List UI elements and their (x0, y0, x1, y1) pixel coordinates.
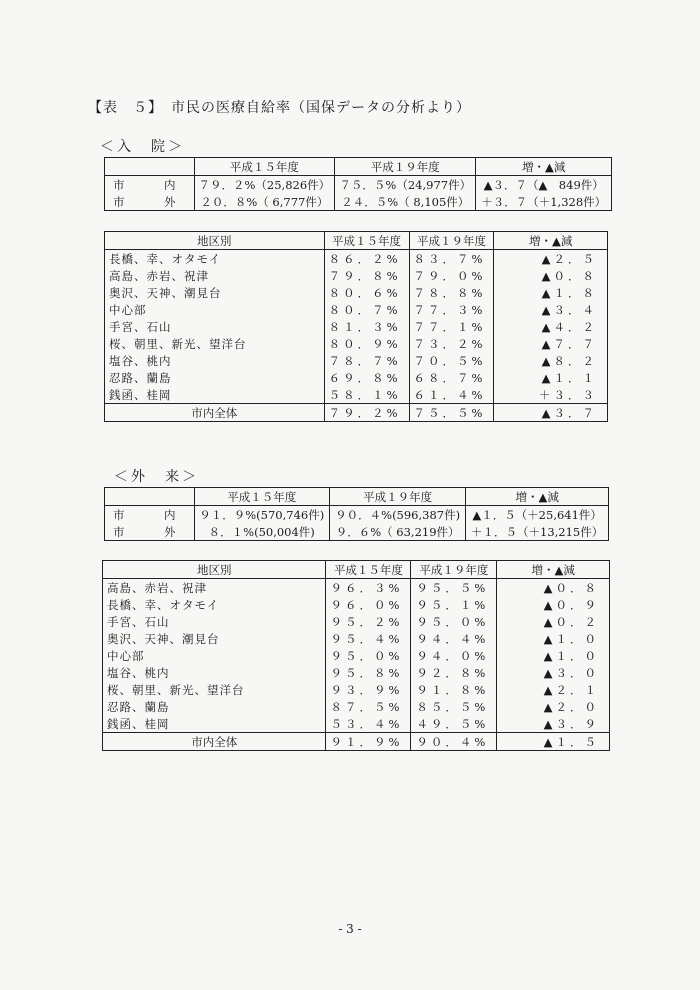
table-row (105, 523, 609, 541)
district-name: 銭函、桂岡 (103, 715, 326, 733)
h15-cell: ９１．９%(570,746件) (194, 506, 329, 524)
change-cell: ▲０．２ (497, 613, 610, 630)
h15-cell: ９５．４% (326, 630, 411, 647)
h19-cell: ９４．４% (411, 630, 497, 647)
h15-cell: ８０．６% (324, 284, 409, 301)
table-row (105, 506, 609, 524)
total-h19: ７５．５% (409, 404, 494, 422)
table-row (103, 579, 610, 597)
table-row (103, 664, 610, 681)
header-cell: 増・▲減 (497, 561, 610, 579)
district-name: 中心部 (105, 301, 325, 318)
district-name: 奥沢、天神、潮見台 (105, 284, 325, 301)
change-cell: ▲１．１ (494, 369, 608, 386)
h19-cell: ９０．４%(596,387件) (329, 506, 465, 524)
inpatient-heading: ＜入 院＞ (100, 139, 185, 155)
change-cell: ▲３．０ (497, 664, 610, 681)
h15-cell: ９６．０% (326, 596, 411, 613)
inpatient-summary-table (104, 157, 612, 211)
h15-cell: ８．１%(50,004件) (194, 523, 329, 541)
district-name: 銭函、桂岡 (105, 386, 325, 404)
h19-cell: ７０．５% (409, 352, 494, 369)
change-cell: ▲２．５ (494, 250, 608, 268)
h19-cell: ９５．０% (411, 613, 497, 630)
header-cell: 平成１９年度 (335, 158, 476, 176)
h19-cell: ９５．１% (411, 596, 497, 613)
district-name: 手宮、石山 (103, 613, 326, 630)
table-row (105, 318, 608, 335)
header-cell: 平成１５年度 (326, 561, 411, 579)
h19-cell: ７９．０% (409, 267, 494, 284)
total-h15: ９１．９% (326, 733, 411, 751)
page-title: 【表 ５】 市民の医療自給率（国保データの分析より） (88, 100, 471, 116)
h15-cell: ２０．８%（ 6,777件） (194, 193, 335, 211)
h15-cell: ９３．９% (326, 681, 411, 698)
h15-cell: ９６．３% (326, 579, 411, 597)
h15-cell: ７９．８% (324, 267, 409, 284)
change-cell: ▲１．５（＋25,641件） (466, 506, 609, 524)
district-name: 奥沢、天神、潮見台 (103, 630, 326, 647)
district-name: 桜、朝里、新光、望洋台 (103, 681, 326, 698)
row-label: 市 内 (105, 506, 195, 524)
h19-cell: ９．６%（ 63,219件） (329, 523, 465, 541)
h19-cell: ７８．８% (409, 284, 494, 301)
h15-cell: ８７．５% (326, 698, 411, 715)
table-row (105, 176, 612, 194)
change-cell: ＋３．７（＋1,328件） (476, 193, 612, 211)
header-cell: 増・▲減 (494, 232, 608, 250)
h19-cell: ９２．８% (411, 664, 497, 681)
district-name: 桜、朝里、新光、望洋台 (105, 335, 325, 352)
outpatient-summary-table (104, 487, 609, 541)
h19-cell: ７７．１% (409, 318, 494, 335)
page-number: - 3 - (338, 922, 362, 936)
table-row (103, 613, 610, 630)
h19-cell: ７７．３% (409, 301, 494, 318)
h19-cell: ９５．５% (411, 579, 497, 597)
change-cell: ▲２．０ (497, 698, 610, 715)
h19-cell: ９４．０% (411, 647, 497, 664)
header-cell: 平成１９年度 (411, 561, 497, 579)
h19-cell: ６８．７% (409, 369, 494, 386)
table-row (105, 352, 608, 369)
table-row (103, 698, 610, 715)
header-cell: 平成１５年度 (194, 158, 335, 176)
header-cell (105, 158, 195, 176)
total-change: ▲３．７ (494, 404, 608, 422)
h15-cell: ８１．３% (324, 318, 409, 335)
table-row (103, 715, 610, 733)
h15-cell: ７８．７% (324, 352, 409, 369)
header-cell: 平成１９年度 (329, 488, 465, 506)
outpatient-district-table (102, 560, 610, 751)
header-cell: 地区別 (105, 232, 325, 250)
h15-cell: ７９．２%（25,826件） (194, 176, 335, 194)
change-cell: ▲３．４ (494, 301, 608, 318)
header-cell: 平成１５年度 (194, 488, 329, 506)
change-cell: ▲１．０ (497, 630, 610, 647)
row-label: 市 外 (105, 523, 195, 541)
table-header-row (105, 232, 608, 250)
outpatient-heading: ＜外 来＞ (114, 469, 199, 485)
table-header-row (105, 158, 612, 176)
district-name: 塩谷、桃内 (103, 664, 326, 681)
h15-cell: ９５．２% (326, 613, 411, 630)
total-row (103, 733, 610, 751)
row-label: 市 外 (105, 193, 195, 211)
table-row (105, 193, 612, 211)
h19-cell: ２４．５%（ 8,105件） (335, 193, 476, 211)
change-cell: ▲４．２ (494, 318, 608, 335)
table-header-row (103, 561, 610, 579)
district-name: 長橋、幸、オタモイ (105, 250, 325, 268)
table-row (103, 647, 610, 664)
table-row (105, 267, 608, 284)
h15-cell: ８６．２% (324, 250, 409, 268)
total-h19: ９０．４% (411, 733, 497, 751)
h19-cell: ８５．５% (411, 698, 497, 715)
total-label: 市内全体 (105, 404, 325, 422)
h15-cell: ６９．８% (324, 369, 409, 386)
header-cell: 増・▲減 (466, 488, 609, 506)
h15-cell: ８０．９% (324, 335, 409, 352)
change-cell: ▲０．８ (497, 579, 610, 597)
district-name: 手宮、石山 (105, 318, 325, 335)
total-h15: ７９．２% (324, 404, 409, 422)
change-cell: ▲２．１ (497, 681, 610, 698)
table-row (105, 369, 608, 386)
change-cell: ▲７．７ (494, 335, 608, 352)
h19-cell: ７５．５%（24,977件） (335, 176, 476, 194)
total-change: ▲１．５ (497, 733, 610, 751)
change-cell: ▲３．９ (497, 715, 610, 733)
table-row (105, 335, 608, 352)
h19-cell: ７３．２% (409, 335, 494, 352)
header-cell: 平成１５年度 (324, 232, 409, 250)
table-row (103, 596, 610, 613)
district-name: 高島、赤岩、祝津 (105, 267, 325, 284)
change-cell: ▲８．２ (494, 352, 608, 369)
district-name: 長橋、幸、オタモイ (103, 596, 326, 613)
district-name: 塩谷、桃内 (105, 352, 325, 369)
h15-cell: ９５．８% (326, 664, 411, 681)
table-row (105, 301, 608, 318)
district-name: 忍路、蘭島 (105, 369, 325, 386)
change-cell: ▲０．８ (494, 267, 608, 284)
change-cell: ▲０．９ (497, 596, 610, 613)
row-label: 市 内 (105, 176, 195, 194)
table-row (103, 630, 610, 647)
change-cell: ▲１．８ (494, 284, 608, 301)
h19-cell: ９１．８% (411, 681, 497, 698)
table-header-row (105, 488, 609, 506)
district-name: 忍路、蘭島 (103, 698, 326, 715)
change-cell: ▲１．０ (497, 647, 610, 664)
change-cell: ＋１．５（＋13,215件） (466, 523, 609, 541)
header-cell: 平成１９年度 (409, 232, 494, 250)
table-row (105, 250, 608, 268)
district-name: 高島、赤岩、祝津 (103, 579, 326, 597)
table-row (105, 386, 608, 404)
header-cell: 増・▲減 (476, 158, 612, 176)
total-label: 市内全体 (103, 733, 326, 751)
h15-cell: ５８．１% (324, 386, 409, 404)
inpatient-district-table (104, 231, 608, 422)
table-row (105, 284, 608, 301)
table-row (103, 681, 610, 698)
h15-cell: ９５．０% (326, 647, 411, 664)
change-cell: ▲３．７（▲ 849件） (476, 176, 612, 194)
h19-cell: ８３．７% (409, 250, 494, 268)
total-row (105, 404, 608, 422)
h15-cell: ５３．４% (326, 715, 411, 733)
h19-cell: ６１．４% (409, 386, 494, 404)
change-cell: ＋３．３ (494, 386, 608, 404)
h19-cell: ４９．５% (411, 715, 497, 733)
h15-cell: ８０．７% (324, 301, 409, 318)
header-cell: 地区別 (103, 561, 326, 579)
district-name: 中心部 (103, 647, 326, 664)
header-cell (105, 488, 195, 506)
